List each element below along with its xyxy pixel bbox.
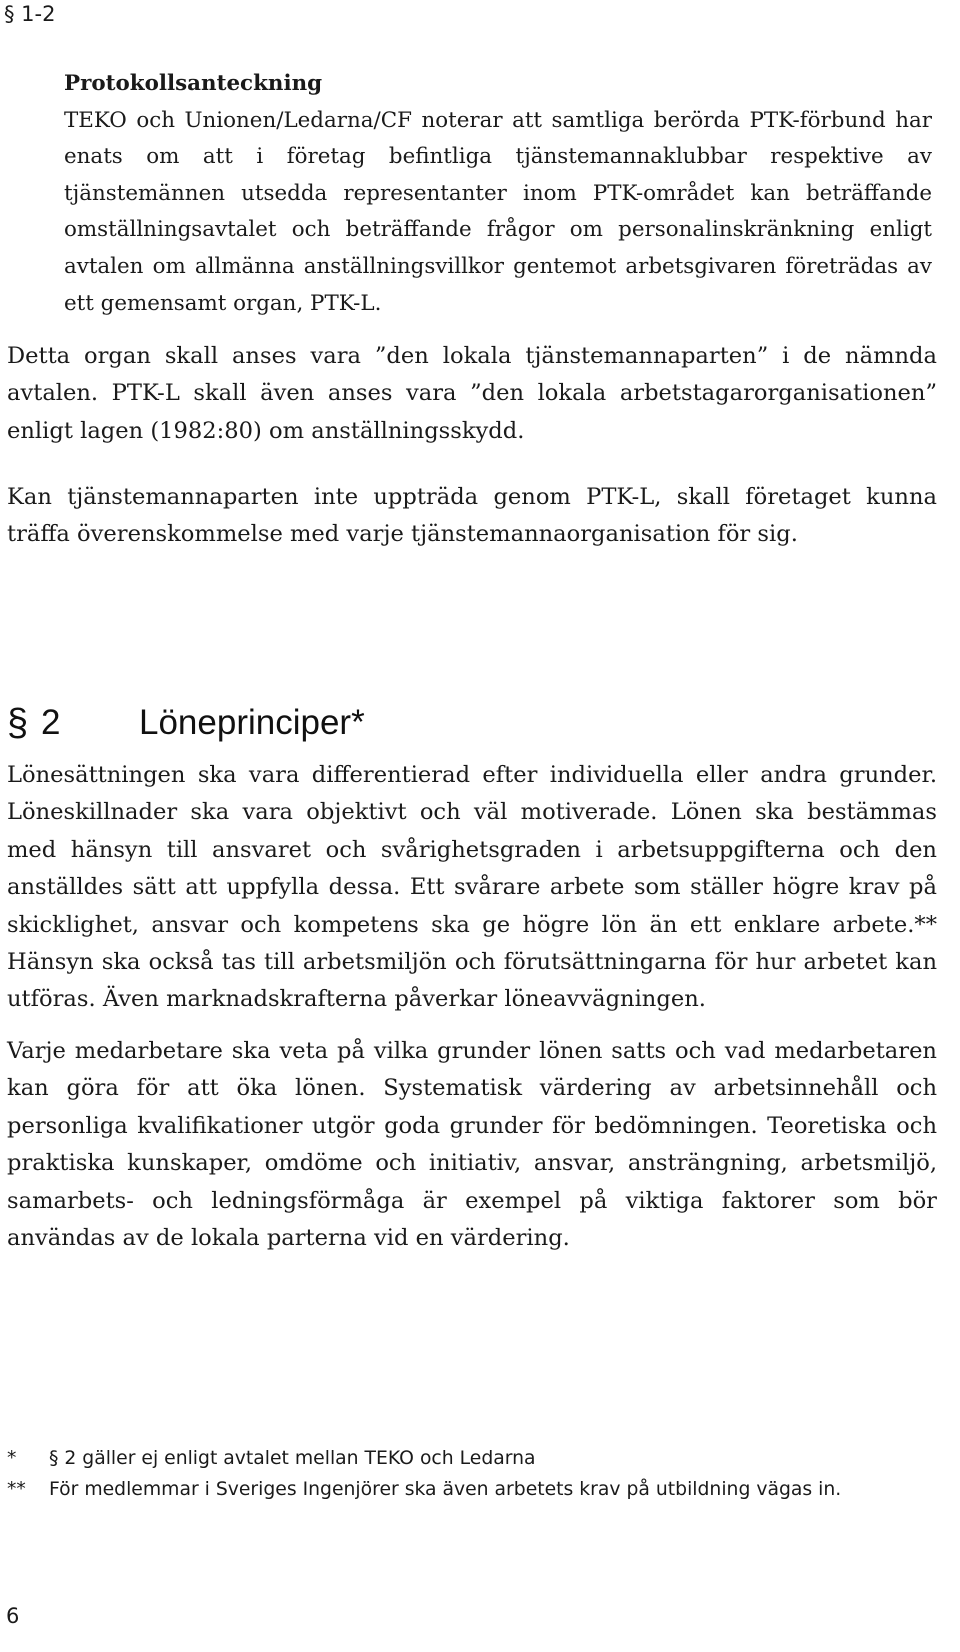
paragraph-text: Kan tjänstemannaparten inte uppträda genom PTK-L, skall företaget kunna träffa överenskommelse med varje tjänstemannaorganisation för sig. bbox=[7, 484, 937, 548]
footnote-text: § 2 gäller ej enligt avtalet mellan TEKO och Ledarna bbox=[49, 1448, 536, 1469]
paragraph-text: Varje medarbetare ska veta på vilka grunder lönen satts och vad medarbetaren kan göra för att öka lönen. Systematisk värdering av arbetsinnehåll och personliga kvalifikationer utgör goda grunder för bedömningen. Teoretiska och praktiska kunskaper, omdöme och initiativ, ansvar, ansträngning, arbetsmiljö, samarbets- och ledningsförmåga är exempel på viktiga faktorer som bör användas av de lokala parterna vid en värdering. bbox=[7, 1038, 937, 1252]
salary-principles-paragraph bbox=[7, 757, 937, 1019]
protocol-paragraph-ptk-l bbox=[7, 338, 937, 450]
paragraph-text: Detta organ skall anses vara ”den lokala tjänstemannaparten” i de nämnda avtalen. PTK-L skall även anses vara ”den lokala arbetstagarorganisationen” enligt lagen (1982:80) om anställningsskydd. bbox=[7, 343, 937, 444]
protocol-note-heading: Protokollsanteckning bbox=[64, 71, 323, 96]
page-number: 6 bbox=[6, 1604, 20, 1628]
paragraph-text: Lönesättningen ska vara differentierad efter individuella eller andra grunder. Löneskillnader ska vara objektivt och väl motiverade. Lönen ska bestämmas med hänsyn till ansvaret och svårighetsgraden i arbetsuppgifterna och den anställdes sätt att uppfylla dessa. Ett svårare arbete som ställer högre krav på skicklighet, ansvar och kompetens ska ge högre lön än ett enklare arbete.** Hänsyn ska också tas till arbetsmiljön och förutsättningarna för hur arbetet kan utföras. Även marknadskrafterna påverkar löneavvägningen. bbox=[7, 762, 937, 1013]
section-reference-header: § 1-2 bbox=[4, 2, 56, 26]
protocol-paragraph-separate-agreement bbox=[7, 479, 937, 554]
footnote-mark: ** bbox=[7, 1479, 26, 1500]
protocol-note bbox=[64, 66, 932, 322]
section-symbol: § bbox=[7, 702, 29, 744]
section-heading bbox=[7, 698, 937, 748]
protocol-note-paragraph: TEKO och Unionen/Ledarna/CF noterar att samtliga berörda PTK-förbund har enats om att i företag befintliga tjänstemannaklubbar respektive av tjänstemännen utsedda representanter inom PTK-området kan beträffande omställningsavtalet och beträffande frågor om personalinskränkning enligt avtalen om allmänna anställningsvillkor gentemot arbetsgivaren företrädas av ett gemensamt organ, PTK-L. bbox=[64, 107, 932, 316]
footnote bbox=[7, 1474, 947, 1505]
section-title: Löneprinciper* bbox=[139, 703, 365, 742]
footnote-text: För medlemmar i Sveriges Ingenjörer ska även arbetets krav på utbildning vägas in. bbox=[49, 1479, 842, 1500]
footnote bbox=[7, 1443, 947, 1474]
section-number: 2 bbox=[41, 703, 61, 742]
footnotes bbox=[7, 1443, 947, 1505]
footnote-mark: * bbox=[7, 1448, 17, 1469]
evaluation-criteria-paragraph bbox=[7, 1033, 937, 1257]
